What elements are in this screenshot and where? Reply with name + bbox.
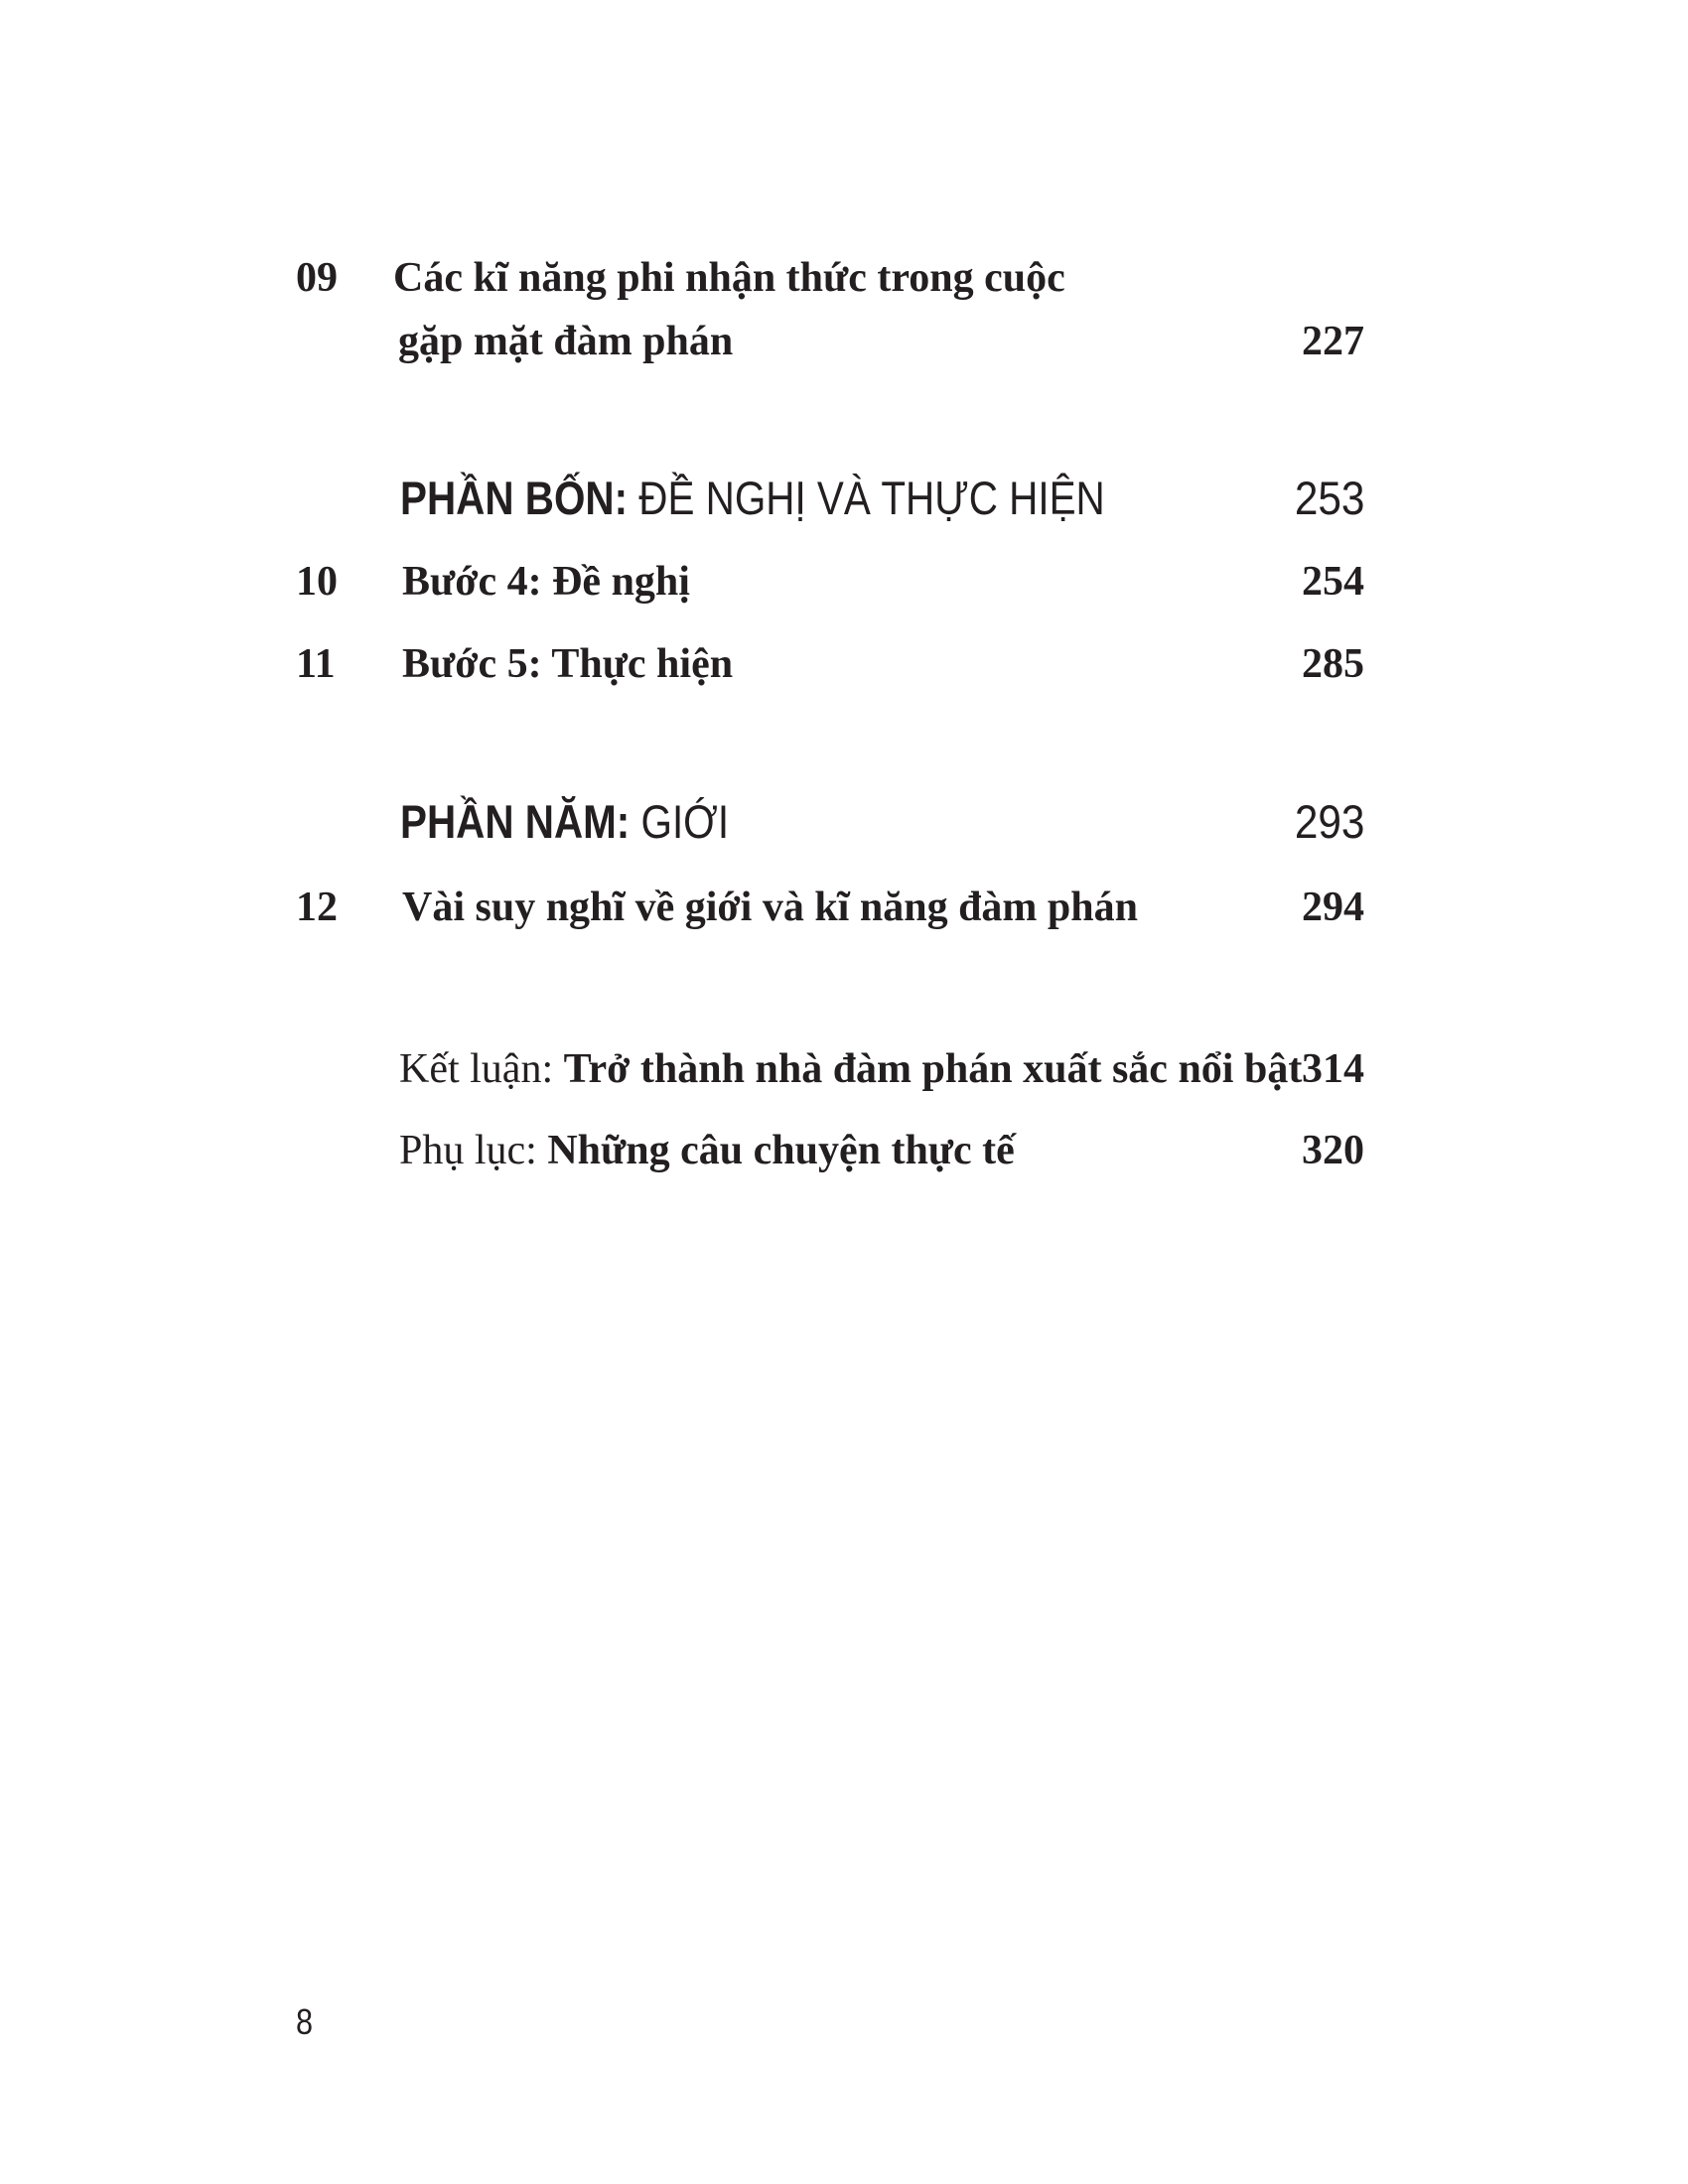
chapter-page-number: 254: [1302, 559, 1364, 605]
part-name: GIỚI: [630, 795, 730, 848]
chapter-title-line2[interactable]: gặp mặt đàm phán: [398, 319, 734, 364]
part-heading[interactable]: [400, 471, 1105, 525]
chapter-number: 11: [296, 641, 336, 687]
chapter-number: 12: [296, 885, 338, 930]
chapter-title[interactable]: Vài suy nghĩ về giới và kĩ năng đàm phán: [402, 885, 1138, 930]
chapter-title-line1[interactable]: Các kĩ năng phi nhận thức trong cuộc: [393, 255, 1065, 301]
chapter-page-number: 227: [1302, 319, 1364, 364]
page-folio: 8: [296, 2001, 314, 2042]
appendix-entry[interactable]: [399, 1127, 1015, 1174]
conclusion-title: Trở thành nhà đàm phán xuất sắc nổi bật: [563, 1046, 1303, 1092]
chapter-page-number: 294: [1302, 885, 1364, 930]
chapter-title[interactable]: Bước 5: Thực hiện: [402, 641, 734, 687]
conclusion-page-number: 314: [1302, 1046, 1364, 1092]
chapter-number: 09: [296, 255, 338, 301]
part-page-number: 253: [1294, 472, 1364, 524]
appendix-label: Phụ lục:: [399, 1128, 548, 1173]
conclusion-entry[interactable]: [399, 1045, 1302, 1093]
part-label: PHẦN NĂM:: [400, 795, 631, 848]
part-name: ĐỀ NGHỊ VÀ THỰC HIỆN: [628, 472, 1105, 524]
part-heading[interactable]: [400, 794, 729, 849]
chapter-title[interactable]: Bước 4: Đề nghị: [402, 559, 690, 605]
part-label: PHẦN BỐN:: [400, 472, 629, 524]
part-page-number: 293: [1294, 795, 1364, 848]
chapter-page-number: 285: [1302, 641, 1364, 687]
appendix-page-number: 320: [1302, 1128, 1364, 1173]
chapter-number: 10: [296, 559, 338, 605]
conclusion-label: Kết luận:: [399, 1046, 564, 1092]
appendix-title: Những câu chuyện thực tế: [547, 1128, 1015, 1173]
